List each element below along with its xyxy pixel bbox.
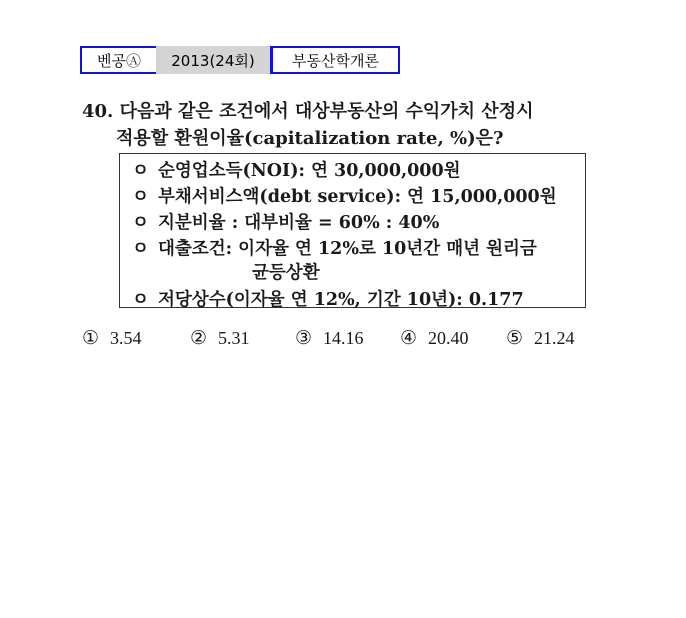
answer-options bbox=[82, 327, 602, 351]
option-4[interactable] bbox=[400, 327, 469, 350]
question-text-2: 적용할 환원이율(capitalization rate, %)은? bbox=[116, 128, 504, 149]
bullet-icon: ㅇ bbox=[132, 213, 149, 233]
option-marker: ① bbox=[82, 328, 100, 349]
conditions-box bbox=[119, 153, 586, 308]
condition-text: 지분비율 : 대부비율 = 60% : 40% bbox=[158, 213, 440, 233]
question-text-1: 다음과 같은 조건에서 대상부동산의 수익가치 산정시 bbox=[119, 101, 534, 122]
bullet-icon: ㅇ bbox=[132, 239, 149, 259]
option-marker: ⑤ bbox=[506, 328, 524, 349]
condition-text: 부채서비스액(debt service): 연 15,000,000원 bbox=[158, 187, 557, 207]
bullet-icon: ㅇ bbox=[132, 187, 149, 207]
option-value: 20.40 bbox=[428, 328, 469, 348]
option-2[interactable] bbox=[190, 327, 250, 350]
option-value: 5.31 bbox=[218, 328, 250, 348]
condition-text: 저당상수(이자율 연 12%, 기간 10년): 0.177 bbox=[158, 290, 524, 310]
option-value: 3.54 bbox=[110, 328, 142, 348]
option-value: 21.24 bbox=[534, 328, 575, 348]
subject-code-tab: 벤공Ⓐ bbox=[80, 46, 156, 74]
question-line-1 bbox=[82, 98, 642, 125]
option-1[interactable] bbox=[82, 327, 142, 350]
subject-tab: 부동산학개론 bbox=[270, 46, 400, 74]
option-marker: ④ bbox=[400, 328, 418, 349]
question-number: 40. bbox=[82, 101, 114, 122]
condition-item bbox=[132, 235, 537, 260]
option-marker: ② bbox=[190, 328, 208, 349]
option-marker: ③ bbox=[295, 328, 313, 349]
condition-item bbox=[132, 286, 524, 311]
question-stem bbox=[82, 98, 642, 152]
bullet-icon: ㅇ bbox=[132, 290, 149, 310]
condition-item bbox=[132, 157, 461, 182]
bullet-icon: ㅇ bbox=[132, 161, 149, 181]
exam-header bbox=[80, 46, 400, 74]
condition-item bbox=[132, 209, 439, 234]
condition-continuation: 균등상환 bbox=[252, 263, 320, 283]
year-round-tab: 2013(24회) bbox=[156, 46, 270, 74]
option-value: 14.16 bbox=[323, 328, 364, 348]
option-3[interactable] bbox=[295, 327, 364, 350]
condition-text: 대출조건: 이자율 연 12%로 10년간 매년 원리금 bbox=[158, 239, 537, 259]
option-5[interactable] bbox=[506, 327, 575, 350]
condition-item bbox=[132, 183, 557, 208]
condition-text: 순영업소득(NOI): 연 30,000,000원 bbox=[158, 161, 461, 181]
